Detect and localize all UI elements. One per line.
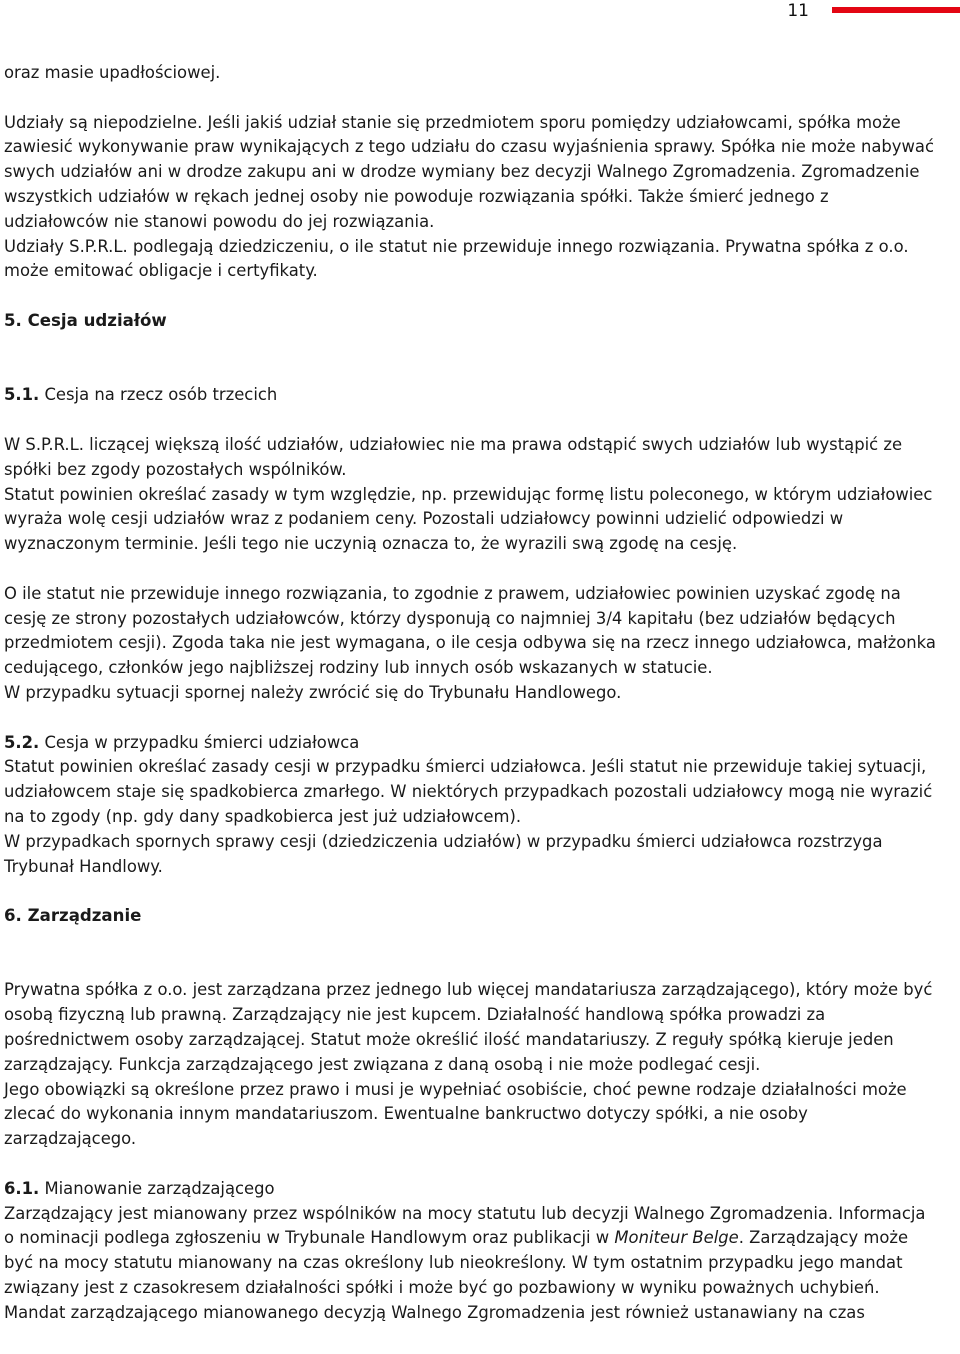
subsection-title: Cesja na rzecz osób trzecich (39, 385, 278, 405)
page-number: 11 (787, 1, 809, 21)
text-line: Trybunał Handlowy. (4, 856, 163, 876)
subsection-heading-5-2 (4, 731, 956, 756)
text-line: wyznaczonym terminie. Jeśli tego nie uczynią oznacza to, że wyrazili swą zgodę na cesję. (4, 534, 738, 554)
subsection-heading-5-1 (4, 383, 956, 408)
text-line: cesję ze strony pozostałych udziałowców, którzy dysponują co najmniej 3/4 kapitału (bez udziałów będących (4, 608, 896, 628)
header-accent-bar (832, 7, 960, 13)
text-line: zarządzający. Funkcja zarządzającego jest związana z daną osobą i nie może podlegać cesji. (4, 1054, 761, 1074)
text-line: związany jest z czasokresem działalności spółki i może być go pozbawiony w wyniku poważnych uchybień. (4, 1278, 880, 1298)
text-line: być na mocy statutu mianowany na czas określony lub nieokreślony. W tym ostatnim przypadku jego mandat (4, 1253, 903, 1273)
text-line: udziałowców nie stanowi powodu do jej rozwiązania. (4, 211, 435, 231)
publication-name: Moniteur Belge (614, 1228, 739, 1248)
section-heading-6: 6. Zarządzanie (4, 906, 142, 926)
subsection-number: 5.2. (4, 732, 40, 752)
page-header (0, 0, 960, 22)
document-body (4, 61, 956, 1326)
text-line: udziałowcem staje się spadkobierca zmarłego. W niektórych przypadkach pozostali udziałowcy mogą nie wyrazić (4, 782, 933, 802)
text-segment: o nominacji podlega zgłoszeniu w Trybunale Handlowym oraz publikacji w (4, 1228, 615, 1248)
text-line: swych udziałów ani w drodze zakupu ani w drodze wymiany bez decyzji Walnego Zgromadzenia. Zgromadzenie (4, 162, 920, 182)
text-line: zarządzającego. (4, 1129, 137, 1149)
text-line: spółki bez zgody pozostałych wspólników. (4, 459, 347, 479)
text-line (4, 1226, 956, 1251)
text-line: zawiesić wykonywanie praw wynikających z tego udziału do czasu wyjaśnienia sprawy. Spółka nie może nabywać (4, 137, 934, 157)
text-line: W przypadkach spornych sprawy cesji (dziedziczenia udziałów) w przypadku śmierci udziałowca rozstrzyga (4, 831, 883, 851)
text-segment: . Zarządzający może (738, 1228, 909, 1248)
text-line: Udziały S.P.R.L. podlegają dziedziczeniu, o ile statut nie przewiduje innego rozwiązania. Prywatna spółka z o.o. (4, 236, 909, 256)
text-line: zlecać do wykonania innym mandatariuszom. Ewentualne bankructwo dotyczy spółki, a nie osoby (4, 1104, 808, 1124)
text-line: wszystkich udziałów w rękach jednej osoby nie powoduje rozwiązania spółki. Także śmierć jednego z (4, 186, 829, 206)
text-line: cedującego, członków jego najbliższej rodziny lub innych osób wskazanych w statucie. (4, 658, 713, 678)
section-heading-5: 5. Cesja udziałów (4, 310, 167, 330)
text-line: Prywatna spółka z o.o. jest zarządzana przez jednego lub więcej mandatariusza zarządzającego), który może być (4, 980, 933, 1000)
subsection-number: 5.1. (4, 385, 40, 405)
text-line: Statut powinien określać zasady cesji w przypadku śmierci udziałowca. Jeśli statut nie przewiduje takiej sytuacji, (4, 757, 927, 777)
text-line: Mandat zarządzającego mianowanego decyzją Walnego Zgromadzenia jest również ustanawiany na czas (4, 1302, 865, 1322)
text-line: W S.P.R.L. liczącej większą ilość udziałów, udziałowiec nie ma prawa odstąpić swych udziałów lub wystąpić ze (4, 434, 903, 454)
text-line: Statut powinien określać zasady w tym względzie, np. przewidując formę listu poleconego, w którym udziałowiec (4, 484, 933, 504)
text-line: może emitować obligacje i certyfikaty. (4, 261, 318, 281)
subsection-heading-6-1 (4, 1177, 956, 1202)
subsection-title: Cesja w przypadku śmierci udziałowca (39, 732, 360, 752)
text-line: oraz masie upadłościowej. (4, 63, 221, 82)
text-line: pośrednictwem osoby zarządzającej. Statut może określić ilość mandatariuszy. Z reguły spółką kieruje jeden (4, 1030, 894, 1050)
text-line: Jego obowiązki są określone przez prawo i musi je wypełniać osobiście, choć pewne rodzaje działalności może (4, 1079, 907, 1099)
subsection-title: Mianowanie zarządzającego (39, 1178, 275, 1198)
text-line: O ile statut nie przewiduje innego rozwiązania, to zgodnie z prawem, udziałowiec powinien uzyskać zgodę na (4, 583, 901, 603)
text-line: na to zgody (np. gdy dany spadkobierca jest już udziałowcem). (4, 806, 522, 826)
text-line: Zarządzający jest mianowany przez wspólników na mocy statutu lub decyzji Walnego Zgromadzenia. Informacja (4, 1203, 926, 1223)
text-line: W przypadku sytuacji spornej należy zwrócić się do Trybunału Handlowego. (4, 682, 622, 702)
subsection-number: 6.1. (4, 1178, 40, 1198)
text-line: wyraża wolę cesji udziałów wraz z podaniem ceny. Pozostali udziałowcy powinni udzielić odpowiedzi w (4, 509, 844, 529)
text-line: Udziały są niepodzielne. Jeśli jakiś udział stanie się przedmiotem sporu pomiędzy udziałowcami, spółka może (4, 112, 901, 132)
text-line: przedmiotem cesji). Zgoda taka nie jest wymagana, o ile cesja odbywa się na rzecz innego udziałowca, małżonka (4, 633, 936, 653)
text-line: osobą fizyczną lub prawną. Zarządzający nie jest kupcem. Działalność handlową spółka prowadzi za (4, 1005, 826, 1025)
